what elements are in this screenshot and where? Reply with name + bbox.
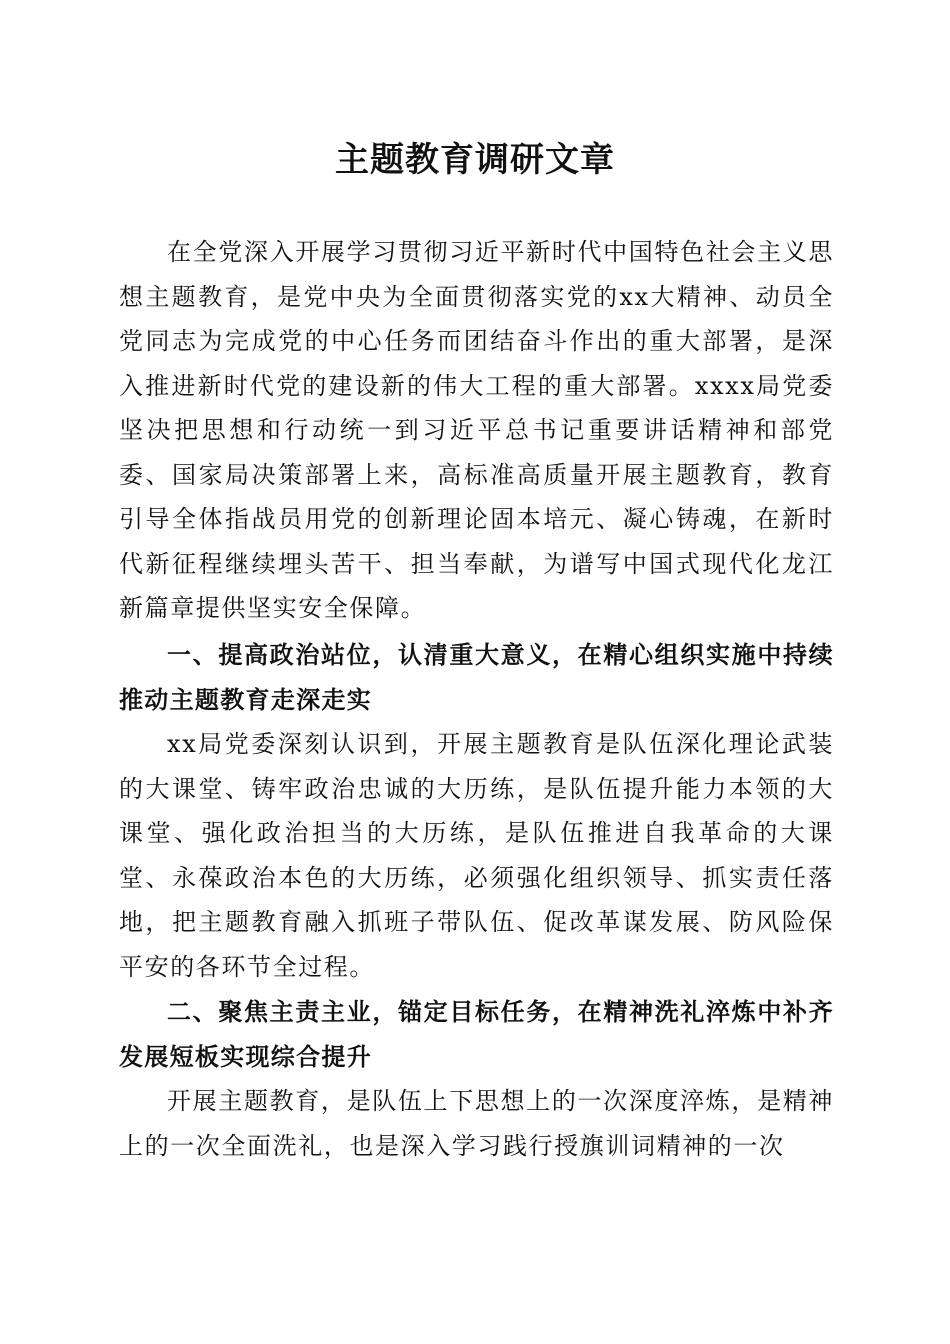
section-1-paragraph: xx局党委深刻认识到，开展主题教育是队伍深化理论武装的大课堂、铸牢政治忠诚的大历练，是队伍提升能力本领的大课堂、强化政治担当的大历练，是队伍推进自我革命的大课堂、永葆政治本色的大历练，必须强化组织领导、抓实责任落地，把主题教育融入抓班子带队伍、促改革谋发展、防风险保平安的各环节全过程。 — [119, 730, 834, 981]
section-heading-1: 一、提高政治站位，认清重大意义，在精心组织实施中持续推动主题教育走深走实 — [119, 641, 834, 714]
section-2-paragraph: 开展主题教育，是队伍上下思想上的一次深度淬炼，是精神上的一次全面洗礼，也是深入学习践行授旗训词精神的一次 — [119, 1087, 834, 1160]
intro-paragraph: 在全党深入开展学习贯彻习近平新时代中国特色社会主义思想主题教育，是党中央为全面贯彻落实党的xx大精神、动员全党同志为完成党的中心任务而团结奋斗作出的重大部署，是深入推进新时代党的建设新的伟大工程的重大部署。xxxx局党委坚决把思想和行动统一到习近平总书记重要讲话精神和部党委、国家局决策部署上来，高标准高质量开展主题教育，教育引导全体指战员用党的创新理论固本培元、凝心铸魂，在新时代新征程继续埋头苦干、担当奉献，为谱写中国式现代化龙江新篇章提供坚实安全保障。 — [119, 238, 834, 622]
section-heading-2: 二、聚焦主责主业，锚定目标任务，在精神洗礼淬炼中补齐发展短板实现综合提升 — [119, 998, 834, 1071]
document-title: 主题教育调研文章 — [335, 140, 615, 180]
